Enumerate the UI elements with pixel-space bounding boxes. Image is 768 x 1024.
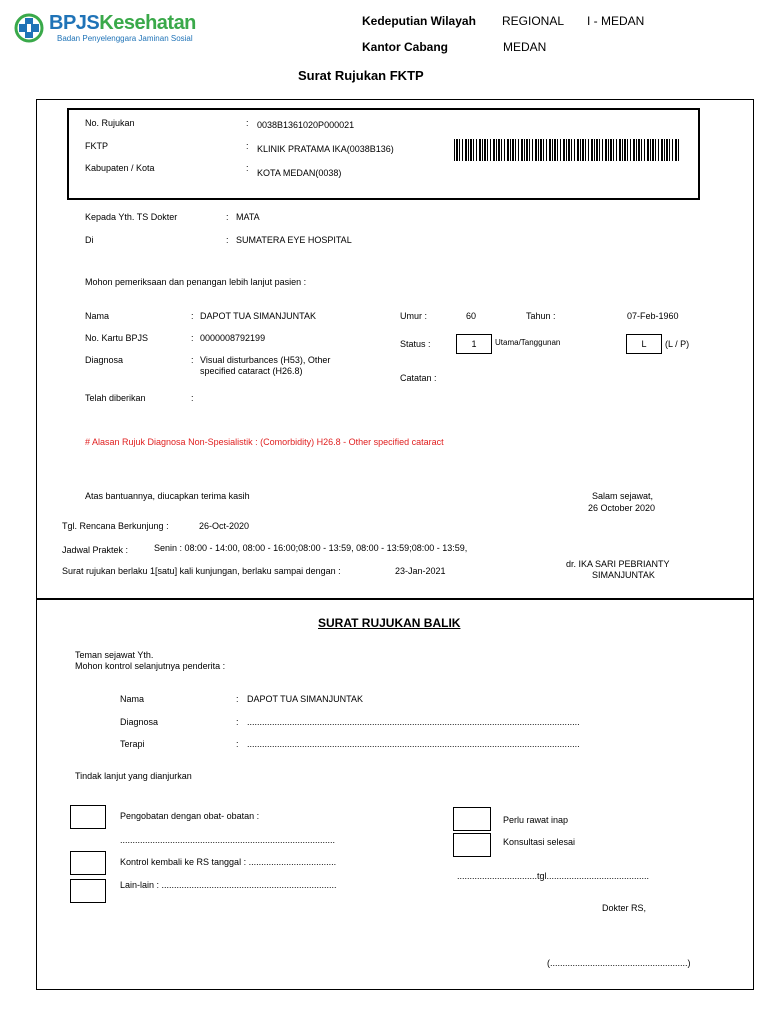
umur-label: Umur :: [400, 311, 427, 321]
berlaku-text: Surat rujukan berlaku 1[satu] kali kunjungan, berlaku sampai dengan :: [62, 566, 341, 576]
opt-kontrol-label[interactable]: Kontrol kembali ke RS tanggal : ...................................: [120, 857, 337, 867]
logo-accent-text: Kesehatan: [99, 12, 196, 34]
wilayah-value-medan: I - MEDAN: [587, 14, 645, 28]
cabang-value: MEDAN: [503, 40, 547, 54]
colon: :: [236, 717, 239, 727]
nama-label: Nama: [85, 311, 110, 321]
mohon-text: Mohon pemeriksaan dan penangan lebih lanjut pasien :: [85, 277, 307, 287]
diagnosa-value: Visual disturbances (H53), Other specified cataract (H26.8): [200, 355, 331, 376]
tindak-lanjut-label: Tindak lanjut yang dianjurkan: [75, 771, 192, 781]
no-rujukan-label: No. Rujukan: [85, 118, 135, 128]
colon: :: [191, 355, 194, 365]
opt-obat-dots[interactable]: ......................................................................................: [120, 835, 336, 845]
diagnosa-label: Diagnosa: [85, 355, 124, 365]
wilayah-label: Kedeputian Wilayah: [362, 14, 476, 28]
fktp-value: KLINIK PRATAMA IKA(0038B136): [257, 144, 394, 154]
tanggal-line[interactable]: ................................tgl.........................................: [457, 871, 650, 881]
rencana-value: 26-Oct-2020: [199, 521, 250, 531]
status-desc: Utama/Tanggunan: [495, 338, 561, 347]
barcode: [454, 139, 680, 161]
fktp-label: FKTP: [85, 141, 109, 151]
checkbox-lain[interactable]: [70, 879, 106, 903]
tahun-value: 07-Feb-1960: [627, 311, 679, 321]
dokter-name-line1: dr. IKA SARI PEBRIANTY: [566, 559, 670, 569]
balik-nama-label: Nama: [120, 694, 145, 704]
signature-line[interactable]: (.......................................................): [547, 958, 691, 968]
kartu-label: No. Kartu BPJS: [85, 333, 149, 343]
kepada-label: Kepada Yth. TS Dokter: [85, 212, 178, 222]
berlaku-value: 23-Jan-2021: [395, 566, 446, 576]
terima-kasih: Atas bantuannya, diucapkan terima kasih: [85, 491, 250, 501]
diagnosa-dots[interactable]: .....................................................................................................................................: [247, 717, 580, 727]
colon: :: [246, 163, 249, 173]
terapi-dots[interactable]: .....................................................................................................................................: [247, 739, 580, 749]
salam-sejawat: Salam sejawat,: [592, 491, 654, 501]
catatan-label: Catatan :: [400, 373, 437, 383]
checkbox-obat[interactable]: [70, 805, 106, 829]
colon: :: [191, 311, 194, 321]
alasan-rujuk: # Alasan Rujuk Diagnosa Non-Spesialistik : (Comorbidity) H26.8 - Other specified cataract: [85, 437, 444, 447]
teman-sejawat: Teman sejawat Yth.: [75, 650, 154, 660]
bpjs-logo-icon: [14, 13, 44, 43]
jadwal-value: Senin : 08:00 - 14:00, 08:00 - 16:00;08:00 - 13:59, 08:00 - 13:59;08:00 - 13:59,: [154, 543, 468, 553]
no-rujukan-value: 0038B1361020P000021: [257, 120, 355, 130]
di-value: SUMATERA EYE HOSPITAL: [236, 235, 352, 245]
logo-main-text: BPJS: [49, 12, 100, 34]
logo-subtitle: Badan Penyelenggara Jaminan Sosial: [57, 34, 193, 43]
balik-title: SURAT RUJUKAN BALIK: [318, 616, 461, 630]
surat-date: 26 October 2020: [588, 503, 656, 513]
colon: :: [226, 235, 229, 245]
checkbox-rawat-inap[interactable]: [453, 807, 491, 831]
checkbox-kontrol[interactable]: [70, 851, 106, 875]
dokter-rs-label: Dokter RS,: [602, 903, 647, 913]
colon: :: [236, 694, 239, 704]
status-label: Status :: [400, 339, 431, 349]
colon: :: [246, 141, 249, 151]
umur-value: 60: [466, 311, 477, 321]
kepada-value: MATA: [236, 212, 260, 222]
kabupaten-label: Kabupaten / Kota: [85, 163, 155, 173]
colon: :: [236, 739, 239, 749]
sex-value-box: L: [626, 334, 662, 354]
opt-lain-label[interactable]: Lain-lain : ......................................................................: [120, 880, 337, 890]
colon: :: [226, 212, 229, 222]
nama-value: DAPOT TUA SIMANJUNTAK: [200, 311, 317, 321]
colon: :: [246, 118, 249, 128]
sex-desc: (L / P): [665, 339, 690, 349]
jadwal-label: Jadwal Praktek :: [62, 545, 129, 555]
tahun-label: Tahun :: [526, 311, 556, 321]
balik-terapi-label: Terapi: [120, 739, 145, 749]
mohon-kontrol: Mohon kontrol selanjutnya penderita :: [75, 661, 226, 671]
di-label: Di: [85, 235, 94, 245]
kartu-value: 0000008792199: [200, 333, 266, 343]
balik-diagnosa-label: Diagnosa: [120, 717, 159, 727]
rencana-label: Tgl. Rencana Berkunjung :: [62, 521, 169, 531]
diberikan-label: Telah diberikan: [85, 393, 146, 403]
status-value-box: 1: [456, 334, 492, 354]
checkbox-konsultasi[interactable]: [453, 833, 491, 857]
opt-rawat-label: Perlu rawat inap: [503, 815, 569, 825]
colon: :: [191, 393, 194, 403]
balik-nama-value: DAPOT TUA SIMANJUNTAK: [247, 694, 364, 704]
colon: :: [191, 333, 194, 343]
opt-konsultasi-label: Konsultasi selesai: [503, 837, 576, 847]
kabupaten-value: KOTA MEDAN(0038): [257, 168, 342, 178]
page-title: Surat Rujukan FKTP: [298, 68, 424, 83]
wilayah-value-regional: REGIONAL: [502, 14, 565, 28]
opt-obat-label: Pengobatan dengan obat- obatan :: [120, 811, 260, 821]
dokter-name-line2: SIMANJUNTAK: [592, 570, 655, 580]
cabang-label: Kantor Cabang: [362, 40, 449, 54]
